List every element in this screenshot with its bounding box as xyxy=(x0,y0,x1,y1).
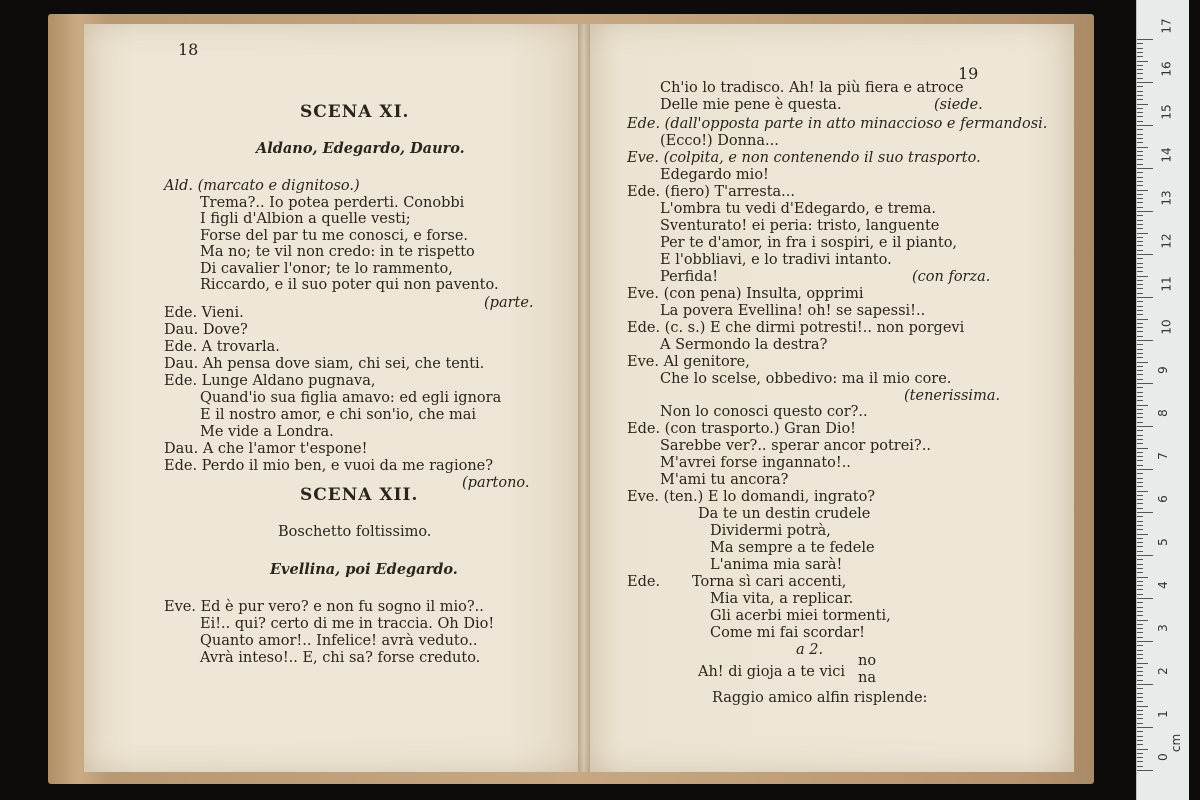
text-line: E l'obbliavi, e lo tradivi intanto. xyxy=(660,252,892,268)
text-line: Per te d'amor, in fra i sospiri, e il pianto, xyxy=(660,235,958,251)
text-line: Riccardo, e il suo poter qui non pavento. xyxy=(200,277,499,293)
ruler-minor-tick xyxy=(1137,288,1143,289)
ruler-minor-tick xyxy=(1137,228,1143,229)
ruler-minor-tick xyxy=(1137,706,1148,707)
ruler-number: 10 xyxy=(1159,319,1174,335)
ruler-tick xyxy=(1137,684,1153,685)
text-line: Raggio amico alfin risplende: xyxy=(712,690,928,706)
ruler-minor-tick xyxy=(1137,701,1143,702)
text-line: Da te un destin crudele xyxy=(698,506,871,522)
text-line: Eve. (colpita, e non contenendo il suo trasporto. xyxy=(627,150,981,166)
ruler-minor-tick xyxy=(1137,121,1143,122)
text-line: Ede. (fiero) T'arresta... xyxy=(627,184,795,200)
text-line: Aldano, Edegardo, Dauro. xyxy=(256,140,465,157)
ruler-minor-tick xyxy=(1137,400,1143,401)
ruler-minor-tick xyxy=(1137,663,1148,664)
text-line: (partono. xyxy=(462,475,530,491)
ruler-number: 15 xyxy=(1159,104,1174,120)
ruler-minor-tick xyxy=(1137,271,1143,272)
text-line: Sarebbe ver?.. sperar ancor potrei?.. xyxy=(660,438,931,454)
ruler-minor-tick xyxy=(1137,667,1143,668)
ruler-minor-tick xyxy=(1137,104,1148,105)
ruler-minor-tick xyxy=(1137,370,1143,371)
text-line: I figli d'Albion a quelle vesti; xyxy=(200,211,411,227)
text-line: (parte. xyxy=(484,295,534,311)
ruler-number: 1 xyxy=(1155,710,1170,718)
text-line: (siede. xyxy=(934,97,983,113)
left-page-number: 18 xyxy=(178,40,199,59)
ruler-minor-tick xyxy=(1137,581,1143,582)
ruler-minor-tick xyxy=(1137,353,1143,354)
ruler-minor-tick xyxy=(1137,48,1143,49)
ruler-minor-tick xyxy=(1137,155,1143,156)
ruler-minor-tick xyxy=(1137,538,1143,539)
ruler-minor-tick xyxy=(1137,680,1143,681)
ruler-minor-tick xyxy=(1137,138,1143,139)
text-line: Eve. (con pena) Insulta, opprimi xyxy=(627,286,864,302)
ruler-minor-tick xyxy=(1137,572,1143,573)
ruler-minor-tick xyxy=(1137,473,1143,474)
text-line: Ede. xyxy=(627,574,661,590)
ruler-minor-tick xyxy=(1137,215,1143,216)
ruler-minor-tick xyxy=(1137,744,1143,745)
ruler-minor-tick xyxy=(1137,56,1143,57)
ruler-minor-tick xyxy=(1137,280,1143,281)
text-line: Ede. Vieni. xyxy=(164,305,244,321)
ruler-minor-tick xyxy=(1137,761,1143,762)
ruler-minor-tick xyxy=(1137,327,1143,328)
measuring-ruler xyxy=(1136,0,1189,800)
ruler-minor-tick xyxy=(1137,306,1143,307)
text-line: A Sermondo la destra? xyxy=(660,337,828,353)
text-line: Che lo scelse, obbedivo: ma il mio core. xyxy=(660,371,952,387)
ruler-number: 13 xyxy=(1159,190,1174,206)
ruler-minor-tick xyxy=(1137,486,1143,487)
ruler-minor-tick xyxy=(1137,91,1143,92)
ruler-minor-tick xyxy=(1137,688,1143,689)
ruler-minor-tick xyxy=(1137,731,1143,732)
ruler-tick xyxy=(1137,426,1153,427)
text-line: Ede. A trovarla. xyxy=(164,339,280,355)
ruler-minor-tick xyxy=(1137,78,1143,79)
text-line: Ede. Lunge Aldano pugnava, xyxy=(164,373,376,389)
text-line: Trema?.. Io potea perderti. Conobbi xyxy=(200,195,465,211)
ruler-minor-tick xyxy=(1137,417,1143,418)
text-line: Mia vita, a replicar. xyxy=(710,591,854,607)
ruler-minor-tick xyxy=(1137,710,1143,711)
ruler-minor-tick xyxy=(1137,366,1143,367)
ruler-minor-tick xyxy=(1137,237,1143,238)
ruler-minor-tick xyxy=(1137,267,1143,268)
ruler-minor-tick xyxy=(1137,607,1143,608)
ruler-minor-tick xyxy=(1137,521,1143,522)
ruler-minor-tick xyxy=(1137,250,1143,251)
ruler-minor-tick xyxy=(1137,357,1143,358)
ruler-minor-tick xyxy=(1137,491,1148,492)
ruler-minor-tick xyxy=(1137,147,1148,148)
text-line: Dividermi potrà, xyxy=(710,523,831,539)
text-line: a 2. xyxy=(796,642,824,658)
text-line: Ch'io lo tradisco. Ah! la più fiera e atroce xyxy=(660,80,964,96)
text-line: E il nostro amor, e chi son'io, che mai xyxy=(200,407,477,423)
ruler-minor-tick xyxy=(1137,61,1148,62)
ruler-minor-tick xyxy=(1137,129,1143,130)
ruler-minor-tick xyxy=(1137,319,1148,320)
ruler-minor-tick xyxy=(1137,499,1143,500)
ruler-minor-tick xyxy=(1137,542,1143,543)
ruler-minor-tick xyxy=(1137,134,1143,135)
ruler-minor-tick xyxy=(1137,448,1148,449)
ruler-minor-tick xyxy=(1137,323,1143,324)
ruler-tick xyxy=(1137,39,1153,40)
ruler-minor-tick xyxy=(1137,546,1143,547)
ruler-minor-tick xyxy=(1137,714,1143,715)
text-line: Ede. (dall'opposta parte in atto minaccioso e fermandosi. xyxy=(627,116,1048,132)
text-line: Dau. Dove? xyxy=(164,322,248,338)
ruler-minor-tick xyxy=(1137,478,1143,479)
ruler-minor-tick xyxy=(1137,718,1143,719)
ruler-minor-tick xyxy=(1137,224,1143,225)
ruler-minor-tick xyxy=(1137,164,1143,165)
ruler-minor-tick xyxy=(1137,589,1143,590)
text-line: M'ami tu ancora? xyxy=(660,472,789,488)
ruler-minor-tick xyxy=(1137,611,1143,612)
ruler-minor-tick xyxy=(1137,331,1143,332)
ruler-minor-tick xyxy=(1137,198,1143,199)
ruler-minor-tick xyxy=(1137,181,1143,182)
ruler-minor-tick xyxy=(1137,413,1143,414)
text-line: na xyxy=(858,670,876,686)
ruler-tick xyxy=(1137,82,1153,83)
ruler-minor-tick xyxy=(1137,620,1148,621)
ruler-minor-tick xyxy=(1137,628,1143,629)
ruler-minor-tick xyxy=(1137,374,1143,375)
ruler-minor-tick xyxy=(1137,766,1143,767)
text-line: (con forza. xyxy=(912,269,991,285)
ruler-minor-tick xyxy=(1137,697,1143,698)
text-line: Eve. Ed è pur vero? e non fu sogno il mio?.. xyxy=(164,599,484,615)
ruler-minor-tick xyxy=(1137,516,1143,517)
ruler-minor-tick xyxy=(1137,551,1143,552)
text-line: Delle mie pene è questa. xyxy=(660,97,842,113)
text-line: Gli acerbi miei tormenti, xyxy=(710,608,891,624)
text-line: L'anima mia sarà! xyxy=(710,557,843,573)
ruler-tick xyxy=(1137,555,1153,556)
text-line: Evellina, poi Edegardo. xyxy=(270,561,458,578)
ruler-minor-tick xyxy=(1137,185,1143,186)
ruler-tick xyxy=(1137,168,1153,169)
text-line: Perfida! xyxy=(660,269,719,285)
ruler-minor-tick xyxy=(1137,405,1148,406)
ruler-minor-tick xyxy=(1137,194,1143,195)
ruler-number: 12 xyxy=(1159,233,1174,249)
text-line: Dau. Ah pensa dove siam, chi sei, che tenti. xyxy=(164,356,485,372)
text-line: Forse del par tu me conosci, e forse. xyxy=(200,228,469,244)
ruler-minor-tick xyxy=(1137,65,1143,66)
ruler-number: 5 xyxy=(1155,538,1170,546)
ruler-number: 6 xyxy=(1155,495,1170,503)
text-line: Quanto amor!.. Infelice! avrà veduto.. xyxy=(200,633,478,649)
ruler-number: 14 xyxy=(1159,147,1174,163)
ruler-minor-tick xyxy=(1137,177,1143,178)
text-line: M'avrei forse ingannato!.. xyxy=(660,455,851,471)
ruler-minor-tick xyxy=(1137,220,1143,221)
ruler-tick xyxy=(1137,254,1153,255)
text-line: Di cavalier l'onor; te lo rammento, xyxy=(200,261,453,277)
ruler-minor-tick xyxy=(1137,645,1143,646)
text-line: Come mi fai scordar! xyxy=(710,625,865,641)
ruler-tick xyxy=(1137,297,1153,298)
ruler-minor-tick xyxy=(1137,349,1143,350)
ruler-minor-tick xyxy=(1137,460,1143,461)
ruler-minor-tick xyxy=(1137,314,1143,315)
ruler-number: 0 xyxy=(1155,753,1170,761)
text-line: La povera Evellina! oh! se sapessi!.. xyxy=(660,303,926,319)
ruler-minor-tick xyxy=(1137,585,1143,586)
ruler-minor-tick xyxy=(1137,112,1143,113)
text-line: L'ombra tu vedi d'Edegardo, e trema. xyxy=(660,201,936,217)
ruler-minor-tick xyxy=(1137,568,1143,569)
text-line: Torna sì cari accenti, xyxy=(692,574,847,590)
ruler-minor-tick xyxy=(1137,594,1143,595)
ruler-minor-tick xyxy=(1137,465,1143,466)
text-line: Non lo conosci questo cor?.. xyxy=(660,404,868,420)
ruler-minor-tick xyxy=(1137,159,1143,160)
text-line: Ah! di gioja a te vici xyxy=(698,664,846,680)
ruler-minor-tick xyxy=(1137,749,1148,750)
ruler-minor-tick xyxy=(1137,443,1143,444)
text-line: SCENA XI. xyxy=(300,102,410,122)
ruler-minor-tick xyxy=(1137,108,1143,109)
ruler-minor-tick xyxy=(1137,284,1143,285)
ruler-tick xyxy=(1137,340,1153,341)
ruler-minor-tick xyxy=(1137,344,1143,345)
ruler-minor-tick xyxy=(1137,559,1143,560)
ruler-minor-tick xyxy=(1137,529,1143,530)
ruler-minor-tick xyxy=(1137,439,1143,440)
ruler-minor-tick xyxy=(1137,387,1143,388)
ruler-minor-tick xyxy=(1137,263,1143,264)
ruler-minor-tick xyxy=(1137,73,1143,74)
text-line: Ede. (con trasporto.) Gran Dio! xyxy=(627,421,857,437)
ruler-minor-tick xyxy=(1137,654,1143,655)
ruler-minor-tick xyxy=(1137,293,1143,294)
ruler-number: 8 xyxy=(1155,409,1170,417)
book-gutter xyxy=(578,24,590,772)
right-page-number: 19 xyxy=(958,64,979,83)
ruler-minor-tick xyxy=(1137,632,1143,633)
ruler-minor-tick xyxy=(1137,202,1143,203)
ruler-minor-tick xyxy=(1137,43,1143,44)
ruler-minor-tick xyxy=(1137,396,1143,397)
ruler-number: 11 xyxy=(1159,276,1174,292)
ruler-minor-tick xyxy=(1137,740,1143,741)
ruler-minor-tick xyxy=(1137,577,1148,578)
ruler-minor-tick xyxy=(1137,99,1143,100)
text-line: Quand'io sua figlia amavo: ed egli ignora xyxy=(200,390,502,406)
ruler-minor-tick xyxy=(1137,301,1143,302)
ruler-tick xyxy=(1137,598,1153,599)
ruler-minor-tick xyxy=(1137,379,1143,380)
ruler-number: 16 xyxy=(1159,61,1174,77)
ruler-number: 7 xyxy=(1155,452,1170,460)
text-line: Ede. (c. s.) E che dirmi potresti!.. non porgevi xyxy=(627,320,965,336)
ruler-minor-tick xyxy=(1137,95,1143,96)
ruler-minor-tick xyxy=(1137,671,1143,672)
ruler-minor-tick xyxy=(1137,276,1148,277)
ruler-tick xyxy=(1137,512,1153,513)
ruler-minor-tick xyxy=(1137,190,1148,191)
ruler-minor-tick xyxy=(1137,495,1143,496)
ruler-minor-tick xyxy=(1137,736,1143,737)
ruler-minor-tick xyxy=(1137,435,1143,436)
ruler-minor-tick xyxy=(1137,508,1143,509)
ruler-minor-tick xyxy=(1137,615,1143,616)
ruler-number: 4 xyxy=(1155,581,1170,589)
ruler-minor-tick xyxy=(1137,624,1143,625)
ruler-minor-tick xyxy=(1137,650,1143,651)
ruler-minor-tick xyxy=(1137,116,1143,117)
ruler-minor-tick xyxy=(1137,503,1143,504)
text-line: Dau. A che l'amor t'espone! xyxy=(164,441,368,457)
ruler-minor-tick xyxy=(1137,172,1143,173)
ruler-minor-tick xyxy=(1137,392,1143,393)
ruler-minor-tick xyxy=(1137,456,1143,457)
text-line: (tenerissima. xyxy=(904,388,1001,404)
ruler-minor-tick xyxy=(1137,233,1148,234)
text-line: Edegardo mio! xyxy=(660,167,769,183)
ruler-number: 2 xyxy=(1155,667,1170,675)
text-line: Ma sempre a te fedele xyxy=(710,540,875,556)
ruler-minor-tick xyxy=(1137,637,1143,638)
ruler-minor-tick xyxy=(1137,52,1143,53)
ruler-number: 17 xyxy=(1159,18,1174,34)
text-line: Ei!.. qui? certo di me in traccia. Oh Dio! xyxy=(200,616,495,632)
ruler-minor-tick xyxy=(1137,336,1143,337)
ruler-number: 9 xyxy=(1155,366,1170,374)
ruler-minor-tick xyxy=(1137,362,1148,363)
text-line: Ede. Perdo il mio ben, e vuoi da me ragione? xyxy=(164,458,494,474)
ruler-minor-tick xyxy=(1137,241,1143,242)
ruler-number: 3 xyxy=(1155,624,1170,632)
ruler-minor-tick xyxy=(1137,452,1143,453)
ruler-minor-tick xyxy=(1137,482,1143,483)
text-line: Eve. Al genitore, xyxy=(627,354,750,370)
ruler-minor-tick xyxy=(1137,757,1143,758)
ruler-minor-tick xyxy=(1137,430,1143,431)
text-line: Ma no; te vil non credo: in te rispetto xyxy=(200,244,475,260)
ruler-unit: cm xyxy=(1169,733,1184,753)
text-line: (Ecco!) Donna... xyxy=(660,133,779,149)
ruler-minor-tick xyxy=(1137,675,1143,676)
text-line: no xyxy=(858,653,877,669)
text-line: Avrà inteso!.. E, chi sa? forse creduto. xyxy=(200,650,481,666)
text-line: Eve. (ten.) E lo domandi, ingrato? xyxy=(627,489,876,505)
text-line: SCENA XII. xyxy=(300,485,419,505)
ruler-tick xyxy=(1137,469,1153,470)
text-line: Sventurato! ei peria: tristo, languente xyxy=(660,218,940,234)
ruler-minor-tick xyxy=(1137,723,1143,724)
ruler-minor-tick xyxy=(1137,422,1143,423)
ruler-tick xyxy=(1137,211,1153,212)
ruler-minor-tick xyxy=(1137,258,1143,259)
ruler-minor-tick xyxy=(1137,86,1143,87)
ruler-minor-tick xyxy=(1137,409,1143,410)
right-page xyxy=(584,24,1074,772)
text-line: Ald. (marcato e dignitoso.) xyxy=(164,178,360,194)
ruler-minor-tick xyxy=(1137,658,1143,659)
ruler-minor-tick xyxy=(1137,602,1143,603)
ruler-minor-tick xyxy=(1137,245,1143,246)
ruler-tick xyxy=(1137,383,1153,384)
ruler-minor-tick xyxy=(1137,564,1143,565)
ruler-minor-tick xyxy=(1137,525,1143,526)
ruler-minor-tick xyxy=(1137,142,1143,143)
ruler-minor-tick xyxy=(1137,207,1143,208)
ruler-tick xyxy=(1137,641,1153,642)
ruler-minor-tick xyxy=(1137,693,1143,694)
ruler-tick xyxy=(1137,727,1153,728)
ruler-minor-tick xyxy=(1137,69,1143,70)
ruler-minor-tick xyxy=(1137,310,1143,311)
ruler-minor-tick xyxy=(1137,534,1148,535)
text-line: Me vide a Londra. xyxy=(200,424,334,440)
text-line: Boschetto foltissimo. xyxy=(278,524,432,540)
ruler-tick xyxy=(1137,770,1153,771)
ruler-minor-tick xyxy=(1137,753,1143,754)
ruler-tick xyxy=(1137,125,1153,126)
ruler-minor-tick xyxy=(1137,151,1143,152)
